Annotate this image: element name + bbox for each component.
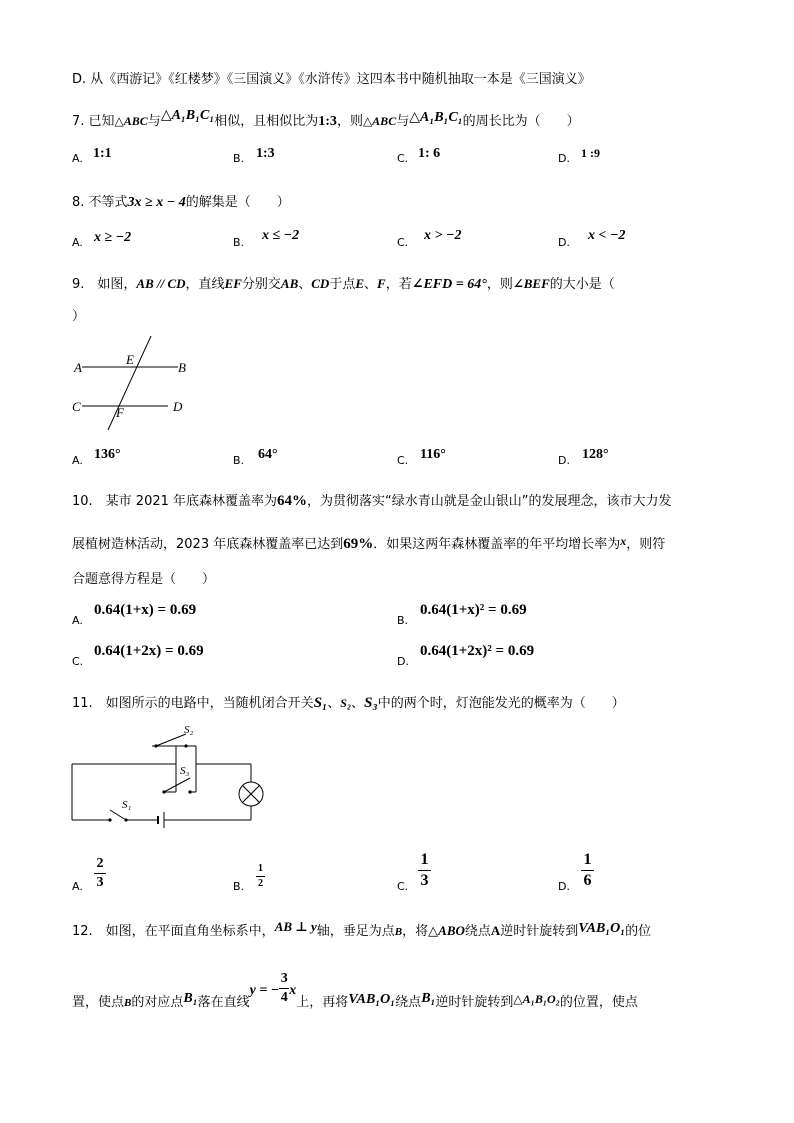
- q7-option-a-letter: A.: [72, 152, 83, 165]
- q6-option-d: D. 从《西游记》《红楼梦》《三国演义》《水浒传》这四本书中随机抽取一本是《三国演义》: [72, 72, 591, 87]
- q7-option-b: 1:3: [256, 146, 275, 161]
- q7-option-c-letter: C.: [397, 152, 409, 165]
- transversal-ef: [108, 336, 151, 430]
- label-f: F: [116, 405, 124, 420]
- q9-option-d: 128°: [582, 447, 609, 462]
- q10-option-d: 0.64(1+2x)² = 0.69: [420, 643, 535, 659]
- s1-blade: [110, 810, 126, 820]
- q7-option-a: 1:1: [93, 146, 112, 161]
- q11-option-a: 2 3: [94, 857, 106, 890]
- label-a: A: [74, 360, 82, 375]
- q12-stem-line2: 置，使点B的对应点B₁落在直线y = − $\frac{3}{4}$ x上，再将VAB₁O₁绕点B₁逆时针旋转到△A₁B₁O₂的位置，使点: [72, 971, 638, 1010]
- q12-fraction: $\frac{3}{4}$: [280, 971, 288, 1005]
- label-s1: S₁: [122, 799, 132, 811]
- q11-circuit-figure: [68, 722, 283, 832]
- label-b: B: [178, 360, 186, 375]
- q9-stem: 9. 如图，AB // CD，直线EF分别交AB、CD于点E、F，若∠EFD = 64°，则∠BEF的大小是（: [72, 276, 615, 292]
- q7-option-b-letter: B.: [233, 152, 245, 165]
- q9-parallel-lines-figure: [68, 330, 198, 435]
- q7-stem: 7. 已知△ABC与△A₁B₁C₁相似，且相似比为1:3，则△ABC与△A₁B₁C₁的周长比为（ ）: [72, 108, 580, 129]
- q11-option-c: 1 3: [418, 852, 431, 889]
- q11-stem: 11. 如图所示的电路中，当随机闭合开关S₁、S₂、S₃中的两个时，灯泡能发光的概率为（ ）: [72, 695, 625, 711]
- q11-option-d: 1 6: [581, 852, 594, 889]
- label-d: D: [173, 399, 183, 414]
- q10-stem-line2: 展植树造林活动，2023 年底森林覆盖率已达到69%．如果这两年森林覆盖率的年平均增长率为x，则符: [72, 534, 666, 552]
- q8-stem: 8. 不等式3x ≥ x − 4的解集是（ ）: [72, 195, 290, 210]
- q10-stem-line1: 10. 某市 2021 年底森林覆盖率为64%，为贯彻落实“绿水青山就是金山银山”的发展理念，该市大力发: [72, 493, 672, 509]
- s3-blade: [164, 778, 190, 792]
- q9-option-a: 136°: [94, 447, 121, 462]
- q7-option-d-letter: D.: [558, 152, 570, 165]
- q10-option-c: 0.64(1+2x) = 0.69: [94, 643, 204, 659]
- q8-option-a: x ≥ −2: [94, 230, 132, 245]
- q9-stem-line2: ）: [72, 309, 86, 324]
- q8-option-d: x < −2: [588, 228, 626, 243]
- q11-option-b: 1 2: [258, 863, 263, 889]
- q8-option-b: x ≤ −2: [262, 228, 300, 243]
- q7-option-c: 1: 6: [418, 146, 441, 161]
- q9-option-c: 116°: [420, 447, 446, 462]
- label-s2: S₂: [184, 724, 194, 736]
- q10-option-b: 0.64(1+x)² = 0.69: [420, 602, 527, 618]
- q10-option-a: 0.64(1+x) = 0.69: [94, 602, 197, 618]
- q9-option-b: 64°: [258, 447, 278, 462]
- q7-option-d: 1 :9: [581, 146, 600, 160]
- q8-option-c: x > −2: [424, 228, 462, 243]
- s2-blade: [156, 734, 186, 746]
- label-e: E: [126, 352, 134, 367]
- q12-stem-line1: 12. 如图，在平面直角坐标系中，AB ⊥ y轴，垂足为点B，将△ABO绕点A逆时针旋转到VAB₁O₁的位: [72, 919, 652, 939]
- label-s3: S₃: [180, 765, 190, 777]
- q10-stem-line3: 合题意得方程是（ ）: [72, 572, 216, 587]
- label-c: C: [72, 399, 81, 414]
